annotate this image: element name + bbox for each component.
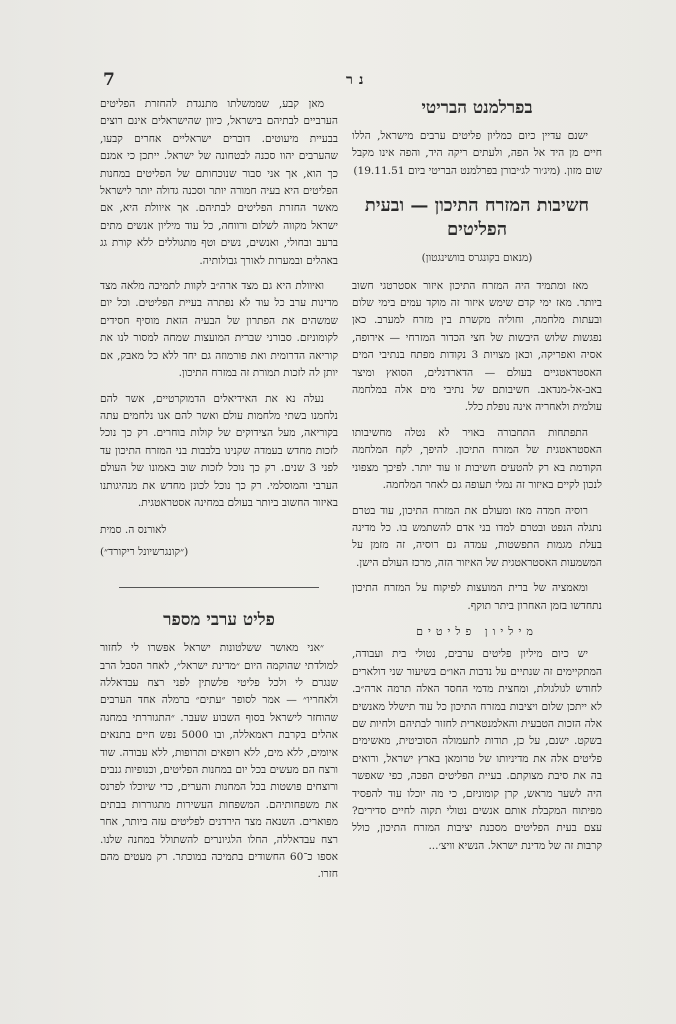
author-signature: לאורנס ה. סמית [100, 524, 167, 537]
article-paragraph: ישנם עדיין כיום כמליון פליטים ערבים מישראל, הללו חיים מן היד אל הפה, ולעתים ריקה היד, והפה אינו מקבל שום מזון. (מיג׳ור לג׳יבורן בפרלמנט הבריטי ביום 19.11.51) [352, 130, 602, 177]
article-title-british-parliament: בפרלמנט הבריטי [421, 98, 533, 118]
article-paragraph: מאז ומתמיד היה המזרח התיכון איזור אסטרטגי חשוב ביותר. מאז ימי קדם שימש איזור זה מוקד עמים בימי שלום ובעתות מלחמה, וחוליה מקשרת בין מזרח למערב. כאן נפגשות שלוש היבשות של חצי הכדור המזרחי — אירופה, אסיה ואפריקה, וכאן מצויות 3 נקודות מפתח בנתיבי המים האסטראטגיים בעולם — הדארדנלים, הסואץ ומיצר באב-אל-מנדאב. חשיבותם של נתיבי מים אלה במלחמה עולמית ולאחריה אינה נופלת כלל. [352, 279, 603, 414]
article-paragraph: יש כיום מיליון פליטים ערבים, נטולי בית ועבודה, המתקיימים זה שנתיים על נדבות האו״ם בשיעור שני דולארים לחודש לגולגולת, ומחצית מדמי החסד האלה תרמה ארה״ב. לא ייתכן שלום ויציבות במזרח התיכון כל עוד תישלל מאנשים אלה הזכות הטבעית והאלמנטארית לחזור לבתיהם ולחיות שם בשקט. ישנם, על כן, תודות לתעמולה הסוביטית, מאשימים פליטים אלה את מדיניותו של טרומאן בארץ ישראל, ורואים בה את סיבת מצוקתם. בעיית הפליטים הפכה, כפי שאפשר היה לשער מראש, קרן קומוניזם, כי מה יוכלו עוד להפסיד מפיתוח המקבלת אותם אנשים נטולי תקוה לחיים סדירים? עצם בעית הפליטים מסכנת יציבות המזרח התיכון, כולל קרבות זה של מדינת ישראל. הנשיא וויצ׳... [352, 648, 602, 852]
article-title-arab-refugee: פליט ערבי מספר [163, 610, 275, 631]
right-column [352, 96, 602, 863]
left-column [100, 96, 338, 892]
article-subtitle: (מנאום בקונגרס בוושינגטון) [421, 252, 533, 265]
section-divider [119, 587, 319, 588]
article-paragraph: רוסיה חמדה מאז ומעולם את המזרח התיכון, עוד בטרם נתגלה הנפט ובטרם למדו בני אדם להשתמש בו. כל מדינה בעלת מגמות התפשטות, עמדה גם רוסיה, זה מזמן על המשמעות האסטראטגית של האיזור הזה, מרכז העולם הישן. [352, 504, 602, 569]
page-number: 7 [103, 70, 115, 90]
source-citation: (״קונגרשיונל ריקורד״) [100, 545, 189, 558]
article-paragraph: ומאמציה של ברית המועצות לפיקוח על המזרח התיכון נתחדשו בזמן האחרון ביתר תוקף. [352, 582, 602, 612]
article-paragraph: התפתחות התחבורה באויר לא נטלה מחשיבותו האסטראטגית של המזרח התיכון. להיפך, לקח המלחמה הקודמת בא רק להטעים חשיבות זו עוד יותר. לפיכך מצפוני לנכון לקיים באיזור זה נמלי תעופה גם לאחר המלחמה. [352, 426, 602, 492]
article-paragraph: ואיוולת היא גם מצד ארה״ב לקוות לתמיכה מלאה מצד מדינות ערב כל עוד לא נפתרה בעיית הפליטים. וכל יום שמשהים את הפתרון של הבעיה הזאת מוסיף חסידים לקומוניזם. סבורני שברית המועצות שמחה למסור לנו את קוריאה הדרומית ואת פורמוזה גם יחד ללא כל מאבק, אם יותן לה לזכות תמורת זה במזרח התיכון. [100, 280, 338, 380]
section-heading-million-refugees: מיליון פליטים [416, 624, 538, 638]
magazine-name: נר [346, 72, 370, 88]
article-paragraph: מאן קבע, שממשלתו מתנגדת להחזרת הפליטים הערביים לבתיהם בישראל, כיוון שהישראלים אינם רוצים בבעיית מיעוטים. דוברים ישראליים אחרים קבעו, שהערבים יהוו סכנה לבטחונה של ישראל. ייתכן כי אמנם כך הוא, אך אני סבור שנוכחותם של הפליטים במחנות הפליטים היא בעיה חמורה יותר וסכנה גדולה יותר לישראל מאשר החזרת הפליטים לבתיהם. אך איוולת היא, אם ישראל מקווה לשלום ורווחה, כל עוד מיליון אנשים מתים ברעב ובחולי, ואנשים, נשים וטף מתגוללים ללא קורת גג באהלים ובמערות לאורך גבולותיה. [100, 98, 338, 267]
article-title-middle-east: חשיבות המזרח התיכון — ובעית הפליטים [364, 195, 590, 241]
article-paragraph: נעלה נא את האידיאלים הדמוקרטיים, אשר להם נלחמנו בשתי מלחמות עולם ואשר להם אנו נלחמים עתה בקוריאה, מעל הצידוקים של קולות בוחרים. רק כך נוכל לזכות מחדש בעמדה שקנינו בלבבות בני המזרח התיכון עד לפני 3 שנים. רק כך נוכל לזכות שוב באמונו של העולם הערבי והמוסלמי. רק כך נוכל לכונן מחדש את מנהיגותנו באיזור החשוב ביותר בעולם במחינה אסטראטגית. [100, 392, 338, 509]
article-paragraph: ״אני מאושר ששלטונות ישראל אפשרו לי לחזור למולדתי שהוקמה היום ״מדינת ישראל״, לאחר הסבל הרב שנגרם לי ולכל פליטי פלשתין לפני רצח עבדאללה ולאחריו״ — אמר לסופר ״עתים״ ברמלה אחד הערבים שהוחזר לישראל בסוף השבוע שעבר. ״התגוררתי במחנה אהלים בקרבת ראמאללה, ובו 5000 נפש חיים בתנאים איומים, ללא מים, ללא רופאים ותרופות, ללא עבודה. שוד ורצח הם מעשים בכל יום במחנות הפליטים, וכנופיות גנבים ורוצחים פושטות בכל המחנות והערים, כדי שיוכלו לפרנס את משפחותיהם. המשפחות העשירות מתגוררות בבתים מפוארים. השנאה מצד הירדנים לפליטים עזה ביותר, אחר רצח עבדאללה, החלו הלגיונרים להשתולל במחנה שלנו. אספו כ־60 החשודים בתמיכה במוכתר. רק מעטים מהם חזרו. [100, 642, 339, 881]
